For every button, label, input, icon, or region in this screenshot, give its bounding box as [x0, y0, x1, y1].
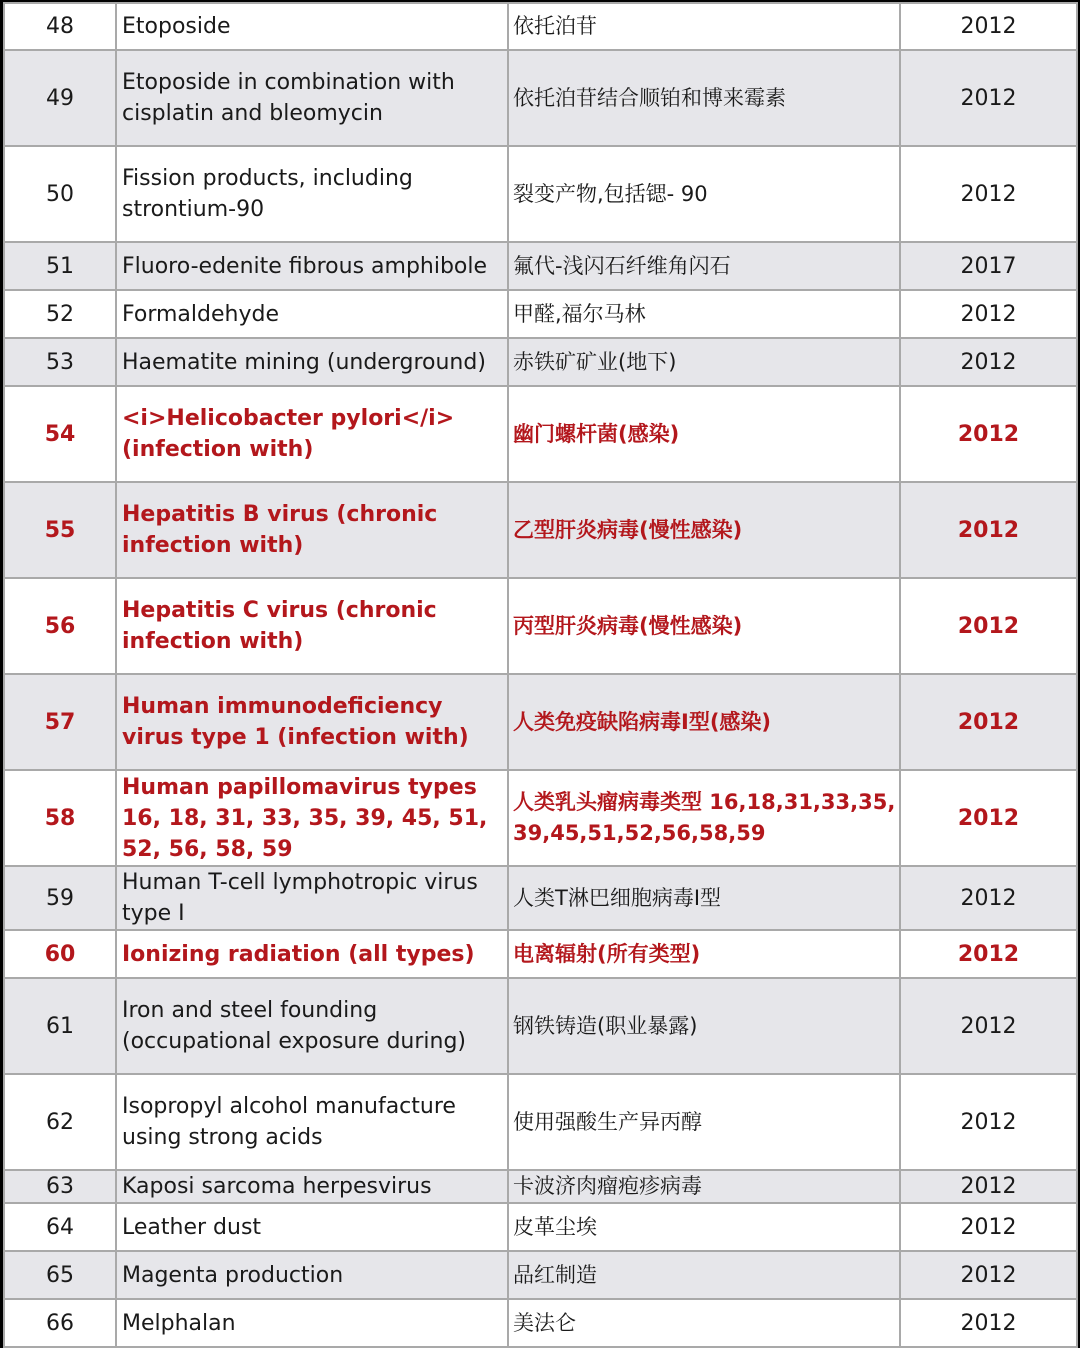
chinese-name-cell: 人类T淋巴细胞病毒I型 [508, 866, 900, 930]
year-cell: 2012 [900, 1251, 1077, 1299]
chinese-name-cell: 甲醛,福尔马林 [508, 290, 900, 338]
chinese-name-cell: 丙型肝炎病毒(慢性感染) [508, 578, 900, 674]
chinese-name-cell: 使用强酸生产异丙醇 [508, 1074, 900, 1170]
year-cell: 2012 [900, 1203, 1077, 1251]
year-cell: 2012 [900, 978, 1077, 1074]
english-name-cell: Magenta production [116, 1251, 508, 1299]
table-row [4, 1299, 1077, 1347]
chinese-name-cell: 幽门螺杆菌(感染) [508, 386, 900, 482]
table-row [4, 386, 1077, 482]
year-cell: 2012 [900, 290, 1077, 338]
row-number-cell: 66 [4, 1299, 116, 1347]
year-cell: 2012 [900, 482, 1077, 578]
row-number-cell: 54 [4, 386, 116, 482]
chinese-name-cell: 赤铁矿矿业(地下) [508, 338, 900, 386]
chinese-name-cell: 人类免疫缺陷病毒I型(感染) [508, 674, 900, 770]
table-row [4, 930, 1077, 978]
table-row [4, 866, 1077, 930]
year-cell: 2017 [900, 242, 1077, 290]
table-row [4, 978, 1077, 1074]
year-cell: 2012 [900, 1170, 1077, 1203]
table-row [4, 482, 1077, 578]
english-name-cell: Melphalan [116, 1299, 508, 1347]
table-row [4, 770, 1077, 866]
english-name-cell: Human papillomavirus types 16, 18, 31, 33, 35, 39, 45, 51, 52, 56, 58, 59 [116, 770, 508, 866]
english-name-cell: Leather dust [116, 1203, 508, 1251]
year-cell: 2012 [900, 674, 1077, 770]
row-number-cell: 64 [4, 1203, 116, 1251]
row-number-cell: 50 [4, 146, 116, 242]
year-cell: 2012 [900, 930, 1077, 978]
chinese-name-cell: 依托泊苷 [508, 3, 900, 50]
year-cell: 2012 [900, 1299, 1077, 1347]
row-number-cell: 62 [4, 1074, 116, 1170]
english-name-cell: Etoposide [116, 3, 508, 50]
year-cell: 2012 [900, 578, 1077, 674]
chinese-name-cell: 品红制造 [508, 1251, 900, 1299]
english-name-cell: Ionizing radiation (all types) [116, 930, 508, 978]
english-name-cell: Fluoro-edenite fibrous amphibole [116, 242, 508, 290]
row-number-cell: 57 [4, 674, 116, 770]
chinese-name-cell: 裂变产物,包括锶- 90 [508, 146, 900, 242]
chinese-name-cell: 依托泊苷结合顺铂和博来霉素 [508, 50, 900, 146]
chinese-name-cell: 卡波济肉瘤疱疹病毒 [508, 1170, 900, 1203]
english-name-cell: Haematite mining (underground) [116, 338, 508, 386]
row-number-cell: 56 [4, 578, 116, 674]
chinese-name-cell: 人类乳头瘤病毒类型 16,18,31,33,35,39,45,51,52,56,58,59 [508, 770, 900, 866]
table-row [4, 338, 1077, 386]
row-number-cell: 52 [4, 290, 116, 338]
table-row [4, 50, 1077, 146]
row-number-cell: 55 [4, 482, 116, 578]
row-number-cell: 65 [4, 1251, 116, 1299]
year-cell: 2012 [900, 146, 1077, 242]
carcinogen-table [3, 2, 1078, 1348]
chinese-name-cell: 美法仑 [508, 1299, 900, 1347]
english-name-cell: Kaposi sarcoma herpesvirus [116, 1170, 508, 1203]
row-number-cell: 53 [4, 338, 116, 386]
row-number-cell: 58 [4, 770, 116, 866]
english-name-cell: Formaldehyde [116, 290, 508, 338]
row-number-cell: 61 [4, 978, 116, 1074]
english-name-cell: Human immunodeficiency virus type 1 (infection with) [116, 674, 508, 770]
table-row [4, 1074, 1077, 1170]
row-number-cell: 48 [4, 3, 116, 50]
table-row [4, 1251, 1077, 1299]
table-row [4, 3, 1077, 50]
year-cell: 2012 [900, 866, 1077, 930]
year-cell: 2012 [900, 386, 1077, 482]
table-row [4, 1170, 1077, 1203]
english-name-cell: Human T-cell lymphotropic virus type I [116, 866, 508, 930]
year-cell: 2012 [900, 770, 1077, 866]
year-cell: 2012 [900, 1074, 1077, 1170]
table-row [4, 1203, 1077, 1251]
row-number-cell: 60 [4, 930, 116, 978]
year-cell: 2012 [900, 338, 1077, 386]
english-name-cell: Etoposide in combination with cisplatin and bleomycin [116, 50, 508, 146]
table-row [4, 146, 1077, 242]
row-number-cell: 59 [4, 866, 116, 930]
english-name-cell: <i>Helicobacter pylori</i> (infection with) [116, 386, 508, 482]
english-name-cell: Fission products, including strontium-90 [116, 146, 508, 242]
english-name-cell: Iron and steel founding (occupational exposure during) [116, 978, 508, 1074]
table-body [4, 3, 1077, 1347]
row-number-cell: 63 [4, 1170, 116, 1203]
english-name-cell: Hepatitis C virus (chronic infection with) [116, 578, 508, 674]
table-row [4, 290, 1077, 338]
chinese-name-cell: 氟代-浅闪石纤维角闪石 [508, 242, 900, 290]
english-name-cell: Hepatitis B virus (chronic infection with) [116, 482, 508, 578]
chinese-name-cell: 钢铁铸造(职业暴露) [508, 978, 900, 1074]
english-name-cell: Isopropyl alcohol manufacture using strong acids [116, 1074, 508, 1170]
chinese-name-cell: 电离辐射(所有类型) [508, 930, 900, 978]
row-number-cell: 51 [4, 242, 116, 290]
chinese-name-cell: 乙型肝炎病毒(慢性感染) [508, 482, 900, 578]
row-number-cell: 49 [4, 50, 116, 146]
year-cell: 2012 [900, 50, 1077, 146]
year-cell: 2012 [900, 3, 1077, 50]
chinese-name-cell: 皮革尘埃 [508, 1203, 900, 1251]
table-row [4, 674, 1077, 770]
table-row [4, 242, 1077, 290]
table-row [4, 578, 1077, 674]
